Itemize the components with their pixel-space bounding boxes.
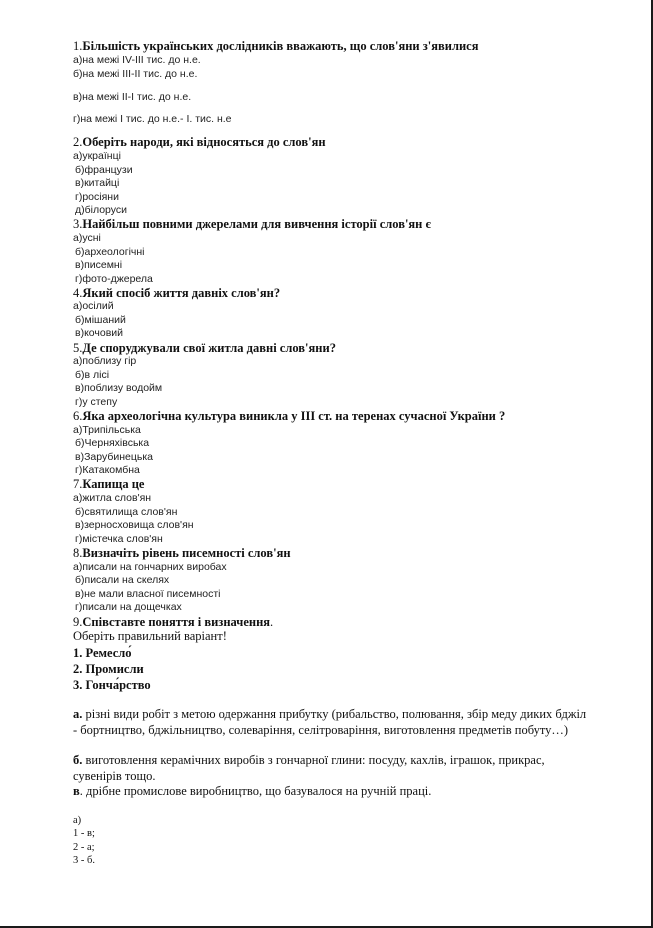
term-3: 3. Гонча́рство bbox=[73, 678, 151, 692]
answer-line-3: 3 - б. bbox=[73, 855, 95, 866]
question-8-option-a: а)писали на гончарних виробах bbox=[73, 561, 227, 573]
question-5-option-a: а)поблизу гір bbox=[73, 355, 137, 367]
question-4-title: 4.Який спосіб життя давніх слов'ян? bbox=[73, 286, 281, 300]
question-5-option-d: г)у степу bbox=[75, 396, 118, 408]
question-5-title: 5.Де споруджували свої житла давні слов'яни? bbox=[73, 341, 336, 355]
question-8-option-b: б)писали на скелях bbox=[75, 574, 170, 586]
question-4-option-c: в)кочовий bbox=[75, 327, 124, 339]
question-7-option-c: в)зерносховища слов'ян bbox=[75, 519, 194, 531]
question-2-option-b: б)французи bbox=[75, 164, 133, 176]
question-2-option-c: в)китайці bbox=[75, 177, 120, 189]
answer-line-1: 1 - в; bbox=[73, 828, 95, 839]
question-6-option-d: г)Катакомбна bbox=[75, 464, 140, 476]
question-2-title: 2.Оберіть народи, які відносяться до слов'ян bbox=[73, 135, 326, 149]
term-1: 1. Ремесло́ bbox=[73, 646, 132, 660]
question-2-option-d: г)росіяни bbox=[75, 191, 119, 203]
question-6-option-c: в)Зарубинецька bbox=[75, 451, 154, 463]
question-7-option-d: г)містечка слов'ян bbox=[75, 533, 163, 545]
question-3-title: 3.Найбільш повними джерелами для вивчення історії слов'ян є bbox=[73, 217, 431, 231]
definition-c: в. дрібне промислове виробництво, що базувалося на ручній праці. bbox=[73, 784, 432, 798]
question-9-instruction: Оберіть правильний варіант! bbox=[73, 629, 227, 643]
question-8-option-d: г)писали на дощечках bbox=[75, 601, 182, 613]
question-3-option-b: б)археологічні bbox=[75, 246, 145, 258]
answer-label: а) bbox=[73, 815, 82, 826]
question-7-option-a: а)житла слов'ян bbox=[73, 492, 152, 504]
question-9-title: 9.Співставте поняття і визначення. bbox=[73, 615, 274, 629]
question-8-option-c: в)не мали власної писемності bbox=[75, 588, 221, 600]
question-2-option-a: а)українці bbox=[73, 150, 121, 162]
term-2: 2. Промисли bbox=[73, 662, 144, 676]
question-1-option-a: а)на межі IV-III тис. до н.е. bbox=[73, 54, 201, 66]
answer-line-2: 2 - а; bbox=[73, 842, 95, 853]
question-3-option-d: г)фото-джерела bbox=[75, 273, 153, 285]
definition-a: а. різні види робіт з метою одержання прибутку (рибальство, полювання, збір меду диких бджіл - бортництво, бджільництво, солеваріння, селітроваріння, виготовлення предметів побуту…) bbox=[73, 707, 587, 737]
question-1-title: 1.Більшість українських дослідників вважають, що слов'яни з'явилися bbox=[73, 39, 479, 53]
question-1-option-d: г)на межі I тис. до н.е.- I. тис. н.е bbox=[73, 113, 232, 125]
question-8-title: 8.Визначіть рівень писемності слов'ян bbox=[73, 546, 291, 560]
definition-b: б. виготовлення керамічних виробів з гончарної глини: посуду, кахлів, іграшок, прикрас, сувенірів тощо. bbox=[73, 753, 545, 783]
question-3-option-c: в)писемні bbox=[75, 259, 123, 271]
question-3-option-a: а)усні bbox=[73, 232, 101, 244]
question-4-option-b: б)мішаний bbox=[75, 314, 126, 326]
question-1-option-b: б)на межі III-II тис. до н.е. bbox=[73, 68, 198, 80]
question-6-option-b: б)Черняхівська bbox=[75, 437, 150, 449]
question-4-option-a: а)осілий bbox=[73, 300, 114, 312]
question-5-option-c: в)поблизу водойм bbox=[75, 382, 163, 394]
question-7-title: 7.Капища це bbox=[73, 477, 145, 491]
question-2-option-e: д)білоруси bbox=[75, 204, 128, 216]
question-5-option-b: б)в лісі bbox=[75, 369, 110, 381]
question-6-option-a: а)Трипільська bbox=[73, 424, 141, 436]
question-1-option-c: в)на межі II-I тис. до н.е. bbox=[73, 91, 192, 103]
question-7-option-b: б)святилища слов'ян bbox=[75, 506, 178, 518]
question-6-title: 6.Яка археологічна культура виникла у III ст. на теренах сучасної України ? bbox=[73, 409, 506, 423]
